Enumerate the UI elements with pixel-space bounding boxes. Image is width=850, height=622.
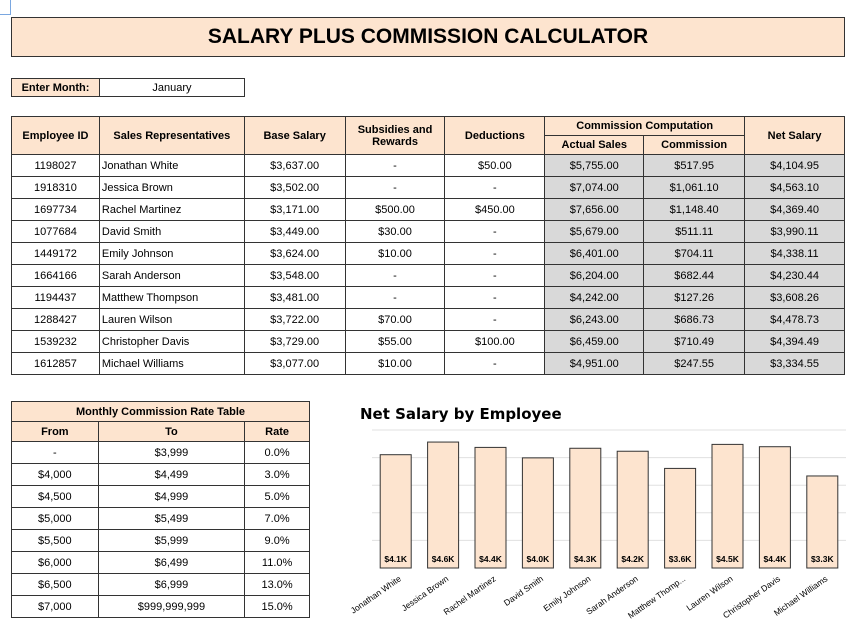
employee-id-cell[interactable]: 1918310 xyxy=(12,177,100,199)
base-salary-cell[interactable]: $3,077.00 xyxy=(244,353,345,375)
rate-value-cell[interactable]: 15.0% xyxy=(245,596,310,618)
rate-to-cell[interactable]: $3,999 xyxy=(98,442,245,464)
commission-cell[interactable]: $704.11 xyxy=(644,243,745,265)
rate-row xyxy=(12,596,310,618)
rate-from-cell[interactable]: $5,000 xyxy=(12,508,99,530)
table-row xyxy=(12,243,845,265)
bar-data-label: $4.1K xyxy=(384,554,408,564)
x-tick-label: David Smith xyxy=(501,573,546,608)
x-tick-label: Michael Williams xyxy=(771,573,830,618)
actual-sales-cell[interactable]: $6,459.00 xyxy=(545,331,644,353)
rate-to-cell[interactable]: $5,499 xyxy=(98,508,245,530)
net-salary-cell[interactable]: $4,394.49 xyxy=(745,331,845,353)
bar[interactable] xyxy=(759,447,790,568)
net-salary-cell[interactable]: $4,563.10 xyxy=(745,177,845,199)
sales-rep-cell[interactable]: Emily Johnson xyxy=(99,243,244,265)
rate-row xyxy=(12,530,310,552)
rate-from-cell[interactable]: $4,500 xyxy=(12,486,99,508)
rate-row xyxy=(12,508,310,530)
rate-from-cell[interactable]: $6,500 xyxy=(12,574,99,596)
rate-to-cell[interactable]: $5,999 xyxy=(98,530,245,552)
deductions-cell[interactable]: - xyxy=(445,287,545,309)
bar-data-label: $3.3K xyxy=(810,554,834,564)
deductions-cell[interactable]: $50.00 xyxy=(445,155,545,177)
table-row xyxy=(12,265,845,287)
rate-to-cell[interactable]: $999,999,999 xyxy=(98,596,245,618)
rate-row xyxy=(12,574,310,596)
actual-sales-cell[interactable]: $7,074.00 xyxy=(545,177,644,199)
bar-data-label: $4.4K xyxy=(479,554,502,564)
employee-id-cell[interactable]: 1077684 xyxy=(12,221,100,243)
bar[interactable] xyxy=(617,451,648,568)
rate-to-cell[interactable]: $6,499 xyxy=(98,552,245,574)
net-salary-cell[interactable]: $4,230.44 xyxy=(745,265,845,287)
rate-from-cell[interactable]: $4,000 xyxy=(12,464,99,486)
deductions-cell[interactable]: $450.00 xyxy=(445,199,545,221)
rate-row xyxy=(12,442,310,464)
rate-value-cell[interactable]: 13.0% xyxy=(245,574,310,596)
commission-cell[interactable]: $127.26 xyxy=(644,287,745,309)
subsidies-cell[interactable]: $500.00 xyxy=(345,199,445,221)
bar[interactable] xyxy=(570,448,601,568)
rate-value-cell[interactable]: 5.0% xyxy=(245,486,310,508)
commission-cell[interactable]: $517.95 xyxy=(644,155,745,177)
subsidies-cell[interactable]: - xyxy=(345,155,445,177)
bar[interactable] xyxy=(522,458,553,568)
employee-id-cell[interactable]: 1664166 xyxy=(12,265,100,287)
actual-sales-cell[interactable]: $4,242.00 xyxy=(545,287,644,309)
employee-id-cell[interactable]: 1612857 xyxy=(12,353,100,375)
x-tick-label: Jessica Brown xyxy=(399,573,451,614)
sales-rep-cell[interactable]: Michael Williams xyxy=(99,353,244,375)
rate-value-cell[interactable]: 0.0% xyxy=(245,442,310,464)
bar-data-label: $4.4K xyxy=(763,554,787,564)
commission-cell[interactable]: $1,148.40 xyxy=(644,199,745,221)
bar[interactable] xyxy=(428,442,459,568)
rate-to-cell[interactable]: $4,999 xyxy=(98,486,245,508)
base-salary-cell[interactable]: $3,481.00 xyxy=(244,287,345,309)
sales-rep-cell[interactable]: Matthew Thompson xyxy=(99,287,244,309)
net-salary-cell[interactable]: $3,608.26 xyxy=(745,287,845,309)
bar-data-label: $4.0K xyxy=(526,554,550,564)
sales-rep-cell[interactable]: Jessica Brown xyxy=(99,177,244,199)
table-row xyxy=(12,353,845,375)
rate-from-cell[interactable]: - xyxy=(12,442,99,464)
header-base-salary: Base Salary xyxy=(244,117,345,155)
x-tick-label: Rachel Martinez xyxy=(441,573,498,617)
sales-rep-cell[interactable]: Jonathan White xyxy=(99,155,244,177)
header-actual-sales: Actual Sales xyxy=(545,136,644,155)
x-tick-label: Matthew Thomp... xyxy=(625,573,688,621)
x-tick-label: Christopher Davis xyxy=(720,573,783,621)
header-deductions: Deductions xyxy=(445,117,545,155)
subsidies-cell[interactable]: $55.00 xyxy=(345,331,445,353)
employee-id-cell[interactable]: 1288427 xyxy=(12,309,100,331)
commission-rate-table xyxy=(11,401,310,618)
commission-cell[interactable]: $511.11 xyxy=(644,221,745,243)
x-tick-label: Jonathan White xyxy=(348,573,403,616)
bar[interactable] xyxy=(380,455,411,568)
sales-rep-cell[interactable]: David Smith xyxy=(99,221,244,243)
base-salary-cell[interactable]: $3,637.00 xyxy=(244,155,345,177)
deductions-cell[interactable]: - xyxy=(445,177,545,199)
employee-id-cell[interactable]: 1697734 xyxy=(12,199,100,221)
header-from: From xyxy=(12,422,99,442)
rate-from-cell[interactable]: $7,000 xyxy=(12,596,99,618)
bar-data-label: $4.3K xyxy=(573,554,597,564)
table-row xyxy=(12,155,845,177)
salary-table xyxy=(11,116,845,375)
subsidies-cell[interactable]: $70.00 xyxy=(345,309,445,331)
actual-sales-cell[interactable]: $6,243.00 xyxy=(545,309,644,331)
sales-rep-cell[interactable]: Rachel Martinez xyxy=(99,199,244,221)
x-tick-label: Lauren Wilson xyxy=(684,573,735,613)
table-row xyxy=(12,199,845,221)
header-to: To xyxy=(98,422,245,442)
base-salary-cell[interactable]: $3,624.00 xyxy=(244,243,345,265)
commission-cell[interactable]: $682.44 xyxy=(644,265,745,287)
actual-sales-cell[interactable]: $6,204.00 xyxy=(545,265,644,287)
deductions-cell[interactable]: - xyxy=(445,265,545,287)
rate-row xyxy=(12,552,310,574)
bar-data-label: $4.5K xyxy=(716,554,739,564)
subsidies-cell[interactable]: $10.00 xyxy=(345,243,445,265)
employee-id-cell[interactable]: 1194437 xyxy=(12,287,100,309)
bar-data-label: $4.6K xyxy=(431,554,455,564)
net-salary-cell[interactable]: $3,990.11 xyxy=(745,221,845,243)
subsidies-cell[interactable]: $30.00 xyxy=(345,221,445,243)
x-tick-label: Sarah Anderson xyxy=(584,573,640,617)
subsidies-cell[interactable]: - xyxy=(345,177,445,199)
net-salary-cell[interactable]: $4,338.11 xyxy=(745,243,845,265)
rate-value-cell[interactable]: 7.0% xyxy=(245,508,310,530)
base-salary-cell[interactable]: $3,729.00 xyxy=(244,331,345,353)
deductions-cell[interactable]: - xyxy=(445,309,545,331)
header-commission-computation: Commission Computation xyxy=(545,117,745,136)
deductions-cell[interactable]: - xyxy=(445,221,545,243)
header-net-salary: Net Salary xyxy=(745,117,845,155)
header-subsidies: Subsidies and Rewards xyxy=(345,117,445,155)
rate-value-cell[interactable]: 3.0% xyxy=(245,464,310,486)
commission-cell[interactable]: $1,061.10 xyxy=(644,177,745,199)
table-row xyxy=(12,177,845,199)
employee-id-cell[interactable]: 1539232 xyxy=(12,331,100,353)
net-salary-cell[interactable]: $4,104.95 xyxy=(745,155,845,177)
employee-id-cell[interactable]: 1449172 xyxy=(12,243,100,265)
table-row xyxy=(12,287,845,309)
page-title: SALARY PLUS COMMISSION CALCULATOR xyxy=(11,17,845,57)
rate-to-cell[interactable]: $4,499 xyxy=(98,464,245,486)
rate-row xyxy=(12,464,310,486)
rate-from-cell[interactable]: $5,500 xyxy=(12,530,99,552)
base-salary-cell[interactable]: $3,722.00 xyxy=(244,309,345,331)
chart-title: Net Salary by Employee xyxy=(360,405,562,423)
sales-rep-cell[interactable]: Sarah Anderson xyxy=(99,265,244,287)
employee-id-cell[interactable]: 1198027 xyxy=(12,155,100,177)
rate-value-cell[interactable]: 9.0% xyxy=(245,530,310,552)
x-tick-label: Emily Johnson xyxy=(541,573,593,614)
subsidies-cell[interactable]: $10.00 xyxy=(345,353,445,375)
bar[interactable] xyxy=(475,447,506,568)
actual-sales-cell[interactable]: $5,679.00 xyxy=(545,221,644,243)
header-employee-id: Employee ID xyxy=(12,117,100,155)
rate-to-cell[interactable]: $6,999 xyxy=(98,574,245,596)
rate-table-title: Monthly Commission Rate Table xyxy=(12,402,310,422)
base-salary-cell[interactable]: $3,171.00 xyxy=(244,199,345,221)
rate-from-cell[interactable]: $6,000 xyxy=(12,552,99,574)
net-salary-bar-chart[interactable] xyxy=(348,428,848,622)
commission-cell[interactable]: $247.55 xyxy=(644,353,745,375)
header-commission: Commission xyxy=(644,136,745,155)
deductions-cell[interactable]: $100.00 xyxy=(445,331,545,353)
net-salary-cell[interactable]: $3,334.55 xyxy=(745,353,845,375)
commission-cell[interactable]: $710.49 xyxy=(644,331,745,353)
rate-value-cell[interactable]: 11.0% xyxy=(245,552,310,574)
bar[interactable] xyxy=(712,444,743,568)
actual-sales-cell[interactable]: $5,755.00 xyxy=(545,155,644,177)
sales-rep-cell[interactable]: Christopher Davis xyxy=(99,331,244,353)
net-salary-cell[interactable]: $4,478.73 xyxy=(745,309,845,331)
sales-rep-cell[interactable]: Lauren Wilson xyxy=(99,309,244,331)
cell-selection-corner xyxy=(0,0,11,15)
actual-sales-cell[interactable]: $4,951.00 xyxy=(545,353,644,375)
bar-data-label: $3.6K xyxy=(668,554,692,564)
base-salary-cell[interactable]: $3,502.00 xyxy=(244,177,345,199)
header-rate: Rate xyxy=(245,422,310,442)
actual-sales-cell[interactable]: $7,656.00 xyxy=(545,199,644,221)
header-sales-rep: Sales Representatives xyxy=(99,117,244,155)
table-row xyxy=(12,309,845,331)
subsidies-cell[interactable]: - xyxy=(345,287,445,309)
month-input[interactable]: January xyxy=(99,78,245,97)
subsidies-cell[interactable]: - xyxy=(345,265,445,287)
rate-row xyxy=(12,486,310,508)
base-salary-cell[interactable]: $3,449.00 xyxy=(244,221,345,243)
table-row xyxy=(12,221,845,243)
table-row xyxy=(12,331,845,353)
actual-sales-cell[interactable]: $6,401.00 xyxy=(545,243,644,265)
deductions-cell[interactable]: - xyxy=(445,243,545,265)
bar-data-label: $4.2K xyxy=(621,554,645,564)
net-salary-cell[interactable]: $4,369.40 xyxy=(745,199,845,221)
month-label: Enter Month: xyxy=(11,78,100,97)
base-salary-cell[interactable]: $3,548.00 xyxy=(244,265,345,287)
deductions-cell[interactable]: - xyxy=(445,353,545,375)
commission-cell[interactable]: $686.73 xyxy=(644,309,745,331)
